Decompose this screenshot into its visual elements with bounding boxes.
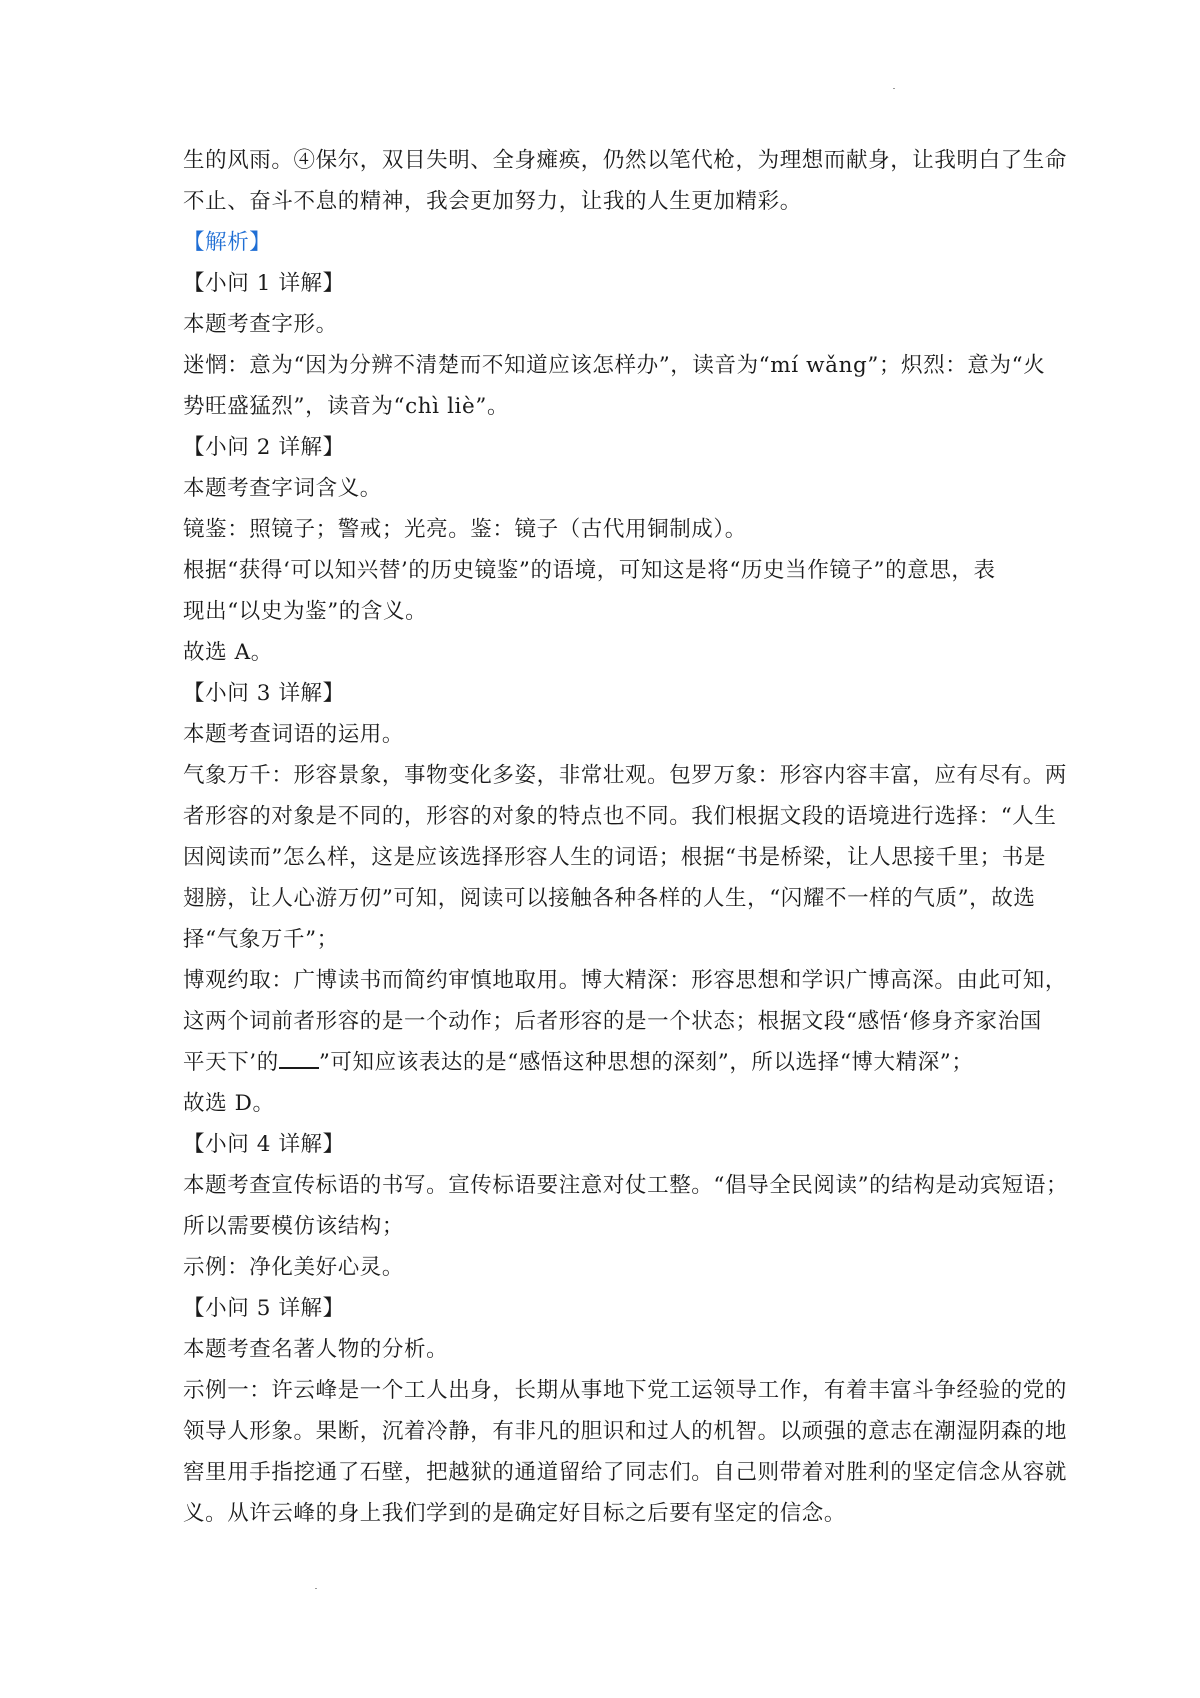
answer-line: 故选 A。 xyxy=(183,640,273,665)
sub-question-5-heading: 【小问 5 详解】 xyxy=(183,1296,345,1321)
text-line: 因阅读而”怎么样，这是应该选择形容人生的词语；根据“书是桥梁，让人思接千里；书是 xyxy=(183,845,1046,870)
scan-speck xyxy=(893,88,895,89)
document-page xyxy=(183,140,1069,1534)
text-line: 领导人形象。果断，沉着冷静，有非凡的胆识和过人的机智。以顽强的意志在潮湿阴森的地 xyxy=(183,1419,1068,1444)
text-line: 不止、奋斗不息的精神，我会更加努力，让我的人生更加精彩。 xyxy=(183,189,802,214)
text-line: 义。从许云峰的身上我们学到的是确定好目标之后要有坚定的信念。 xyxy=(183,1501,847,1526)
text-line: 本题考查字形。 xyxy=(183,312,338,337)
scan-speck xyxy=(315,1588,317,1589)
text-line-with-blank xyxy=(183,1042,1028,1083)
text-line: 本题考查宣传标语的书写。宣传标语要注意对仗工整。“倡导全民阅读”的结构是动宾短语； xyxy=(183,1173,1069,1198)
text-line: 势旺盛猛烈”，读音为“chì liè”。 xyxy=(183,394,510,419)
text-line: 本题考查名著人物的分析。 xyxy=(183,1337,449,1362)
text-line: 迷惘：意为“因为分辨不清楚而不知道应该怎样办”，读音为“mí wǎng”；炽烈：意为“火 xyxy=(183,353,1046,378)
text-line: 示例：净化美好心灵。 xyxy=(183,1255,405,1280)
text-before-blank: 平天下’的 xyxy=(183,1050,279,1075)
text-line: 者形容的对象是不同的，形容的对象的特点也不同。我们根据文段的语境进行选择：“人生 xyxy=(183,804,1057,829)
text-after-blank: ”可知应该表达的是“感悟这种思想的深刻”，所以选择“博大精深”； xyxy=(318,1050,974,1075)
analysis-heading: 【解析】 xyxy=(183,230,272,255)
sub-question-4-heading: 【小问 4 详解】 xyxy=(183,1132,345,1157)
sub-question-2-heading: 【小问 2 详解】 xyxy=(183,435,345,460)
answer-line: 故选 D。 xyxy=(183,1091,275,1116)
text-line: 生的风雨。④保尔，双目失明、全身瘫痪，仍然以笔代枪，为理想而献身，让我明白了生命 xyxy=(183,148,1068,173)
text-line: 气象万千：形容景象，事物变化多姿，非常壮观。包罗万象：形容内容丰富，应有尽有。两 xyxy=(183,763,1068,788)
text-line: 择“气象万千”； xyxy=(183,927,339,952)
text-line: 所以需要模仿该结构； xyxy=(183,1214,405,1239)
text-line: 根据“获得‘可以知兴替’的历史镜鉴”的语境，可知这是将“历史当作镜子”的意思，表 xyxy=(183,558,996,583)
text-line: 博观约取：广博读书而简约审慎地取用。博大精深：形容思想和学识广博高深。由此可知， xyxy=(183,968,1068,993)
text-line: 本题考查词语的运用。 xyxy=(183,722,405,747)
text-line: 翅膀，让人心游万仞”可知，阅读可以接触各种各样的人生，“闪耀不一样的气质”，故选 xyxy=(183,886,1036,911)
text-line: 窖里用手指挖通了石壁，把越狱的通道留给了同志们。自己则带着对胜利的坚定信念从容就 xyxy=(183,1460,1068,1485)
fill-in-blank xyxy=(279,1049,319,1069)
text-line: 示例一：许云峰是一个工人出身，长期从事地下党工运领导工作，有着丰富斗争经验的党的 xyxy=(183,1378,1068,1403)
text-line: 镜鉴：照镜子；警戒；光亮。鉴：镜子（古代用铜制成）。 xyxy=(183,517,747,542)
sub-question-1-heading: 【小问 1 详解】 xyxy=(183,271,345,296)
text-line: 现出“以史为鉴”的含义。 xyxy=(183,599,428,624)
text-line: 这两个词前者形容的是一个动作；后者形容的是一个状态；根据文段“感悟‘修身齐家治国 xyxy=(183,1009,1042,1034)
sub-question-3-heading: 【小问 3 详解】 xyxy=(183,681,345,706)
text-line: 本题考查字词含义。 xyxy=(183,476,382,501)
